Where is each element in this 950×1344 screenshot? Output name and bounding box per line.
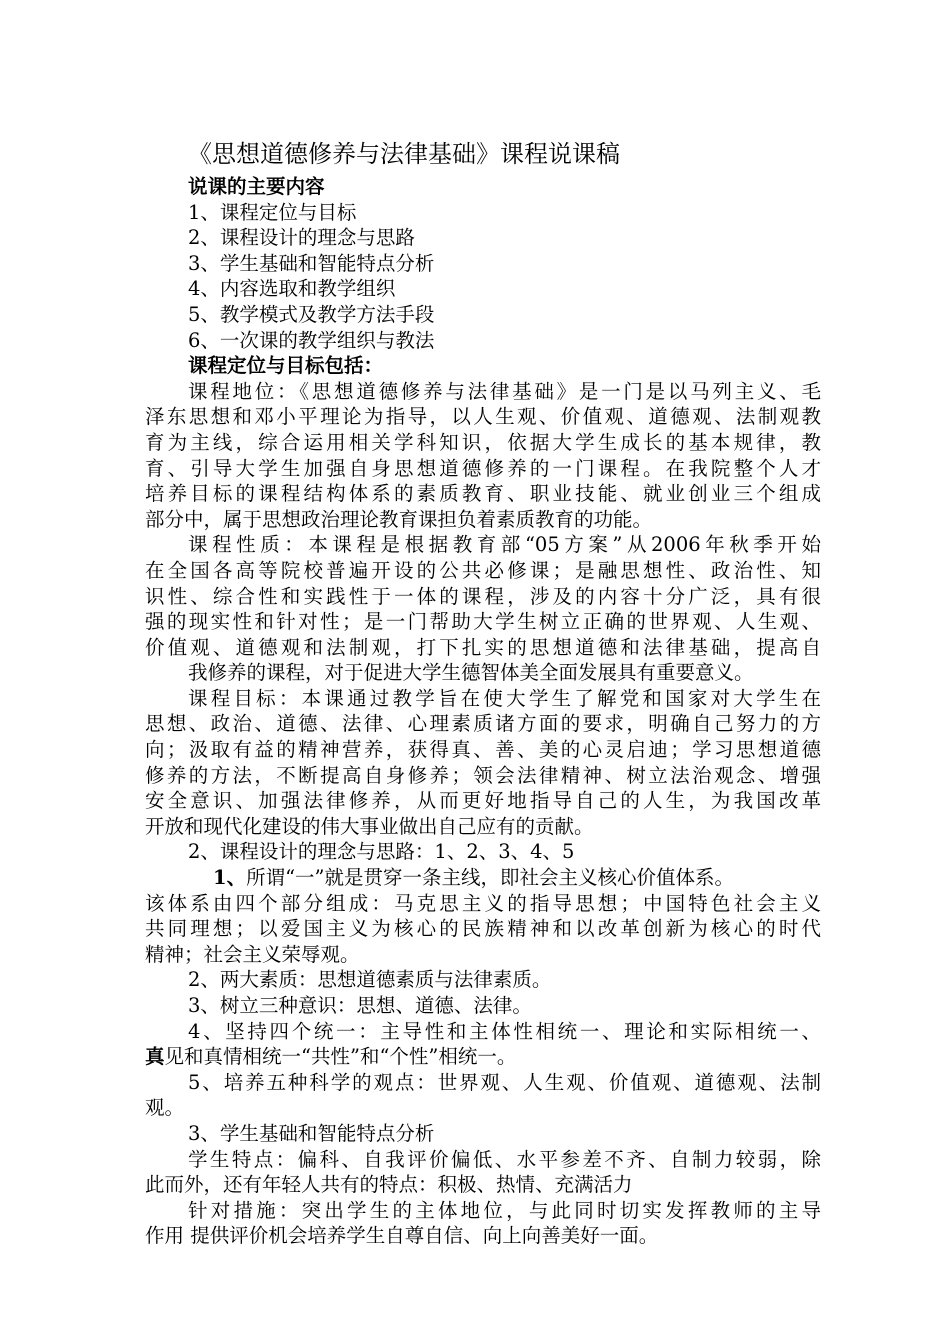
paragraph-line: [145, 942, 821, 968]
paragraph-line: [145, 532, 821, 558]
line-text: 所谓“一”就是贯穿一条主线，即社会主义核心价值体系。: [246, 866, 735, 890]
line-text: 3、树立三种意识：思想、道德、法律。: [188, 994, 532, 1017]
line-text: 泽东思想和邓小平理论为指导，以人生观、价值观、道德观、法制观教: [145, 405, 821, 429]
paragraph-line: [145, 200, 821, 226]
paragraph-line: [145, 1044, 821, 1070]
line-text: 育为主线，综合运用相关学科知识，依据大学生成长的基本规律，教: [145, 430, 821, 454]
paragraph-line: [145, 251, 821, 277]
paragraph-line: [145, 865, 821, 891]
line-text: 课程性质：本课程是根据教育部“05方案”从2006年秋季开始: [188, 533, 821, 557]
paragraph-line: [145, 916, 821, 942]
line-text: 强的现实性和针对性；是一门帮助大学生树立正确的世界观、人生观、: [145, 610, 821, 634]
line-text: 4、内容选取和教学组织: [188, 277, 396, 301]
line-text: 修养的方法，不断提高自身修养；领会法律精神、树立法治观念、增强: [145, 763, 821, 787]
paragraph-line: [145, 174, 821, 200]
paragraph-line: [145, 1121, 821, 1147]
line-text: 见和真情相统一“共性”和“个性”相统一。: [164, 1045, 517, 1069]
paragraph-line: [145, 1019, 821, 1045]
line-text: 培养目标的课程结构体系的素质教育、职业技能、就业创业三个组成: [145, 482, 821, 506]
paragraph-line: [145, 1198, 821, 1224]
line-text: 开放和现代化建设的伟大事业做出自己应有的贡献。: [145, 814, 594, 838]
paragraph-line: [145, 328, 821, 354]
paragraph-line: [145, 276, 821, 302]
paragraph-line: [145, 456, 821, 482]
line-text: 识性、综合性和实践性于一体的课程，涉及的内容十分广泛，具有很: [145, 584, 821, 608]
paragraph-line: [145, 737, 821, 763]
line-text: 说课的主要内容: [188, 175, 325, 198]
line-text: 我修养的课程，对于促进大学生德智体美全面发展具有重要意义。: [188, 661, 754, 685]
paragraph-line: [145, 507, 821, 533]
line-text: 精神；社会主义荣辱观。: [145, 942, 360, 966]
line-text: 该体系由四个部分组成：马克思主义的指导思想；中国特色社会主义: [145, 891, 821, 915]
line-text: 在全国各高等院校普遍开设的公共必修课；是融思想性、政治性、知: [145, 558, 821, 582]
line-text: 6、一次课的教学组织与教法: [188, 328, 435, 352]
paragraph-line: [145, 379, 821, 405]
line-text: 3、学生基础和智能特点分析: [188, 251, 435, 275]
line-text: 2、课程设计的理念与思路：1、2、3、4、5: [188, 840, 575, 864]
line-text: 1、课程定位与目标: [188, 200, 357, 224]
line-text: 课程目标：本课通过教学旨在使大学生了解党和国家对大学生在: [188, 686, 821, 710]
line-text: 4、坚持四个统一：主导性和主体性相统一、理论和实际相统一、: [188, 1019, 821, 1043]
line-text: 安全意识、加强法律修养，从而更好地指导自己的人生，为我国改革: [145, 789, 821, 813]
paragraph-line: [145, 430, 821, 456]
paragraph-line: [145, 558, 821, 584]
paragraph-line: [145, 302, 821, 328]
bold-lead-text: 真: [145, 1045, 165, 1069]
paragraph-line: [145, 711, 821, 737]
line-text: 向；汲取有益的精神营养，获得真、善、美的心灵启迪；学习思想道德: [145, 738, 821, 762]
line-text: 共同理想；以爱国主义为核心的民族精神和以改革创新为核心的时代: [145, 917, 821, 941]
paragraph-line: [145, 1147, 821, 1173]
line-text: 2、两大素质：思想道德素质与法律素质。: [188, 968, 552, 992]
line-text: 观。: [145, 1096, 185, 1120]
line-text: 5、培养五种科学的观点：世界观、人生观、价值观、道德观、法制: [188, 1070, 821, 1094]
bold-lead-text: 1、: [213, 866, 247, 890]
paragraph-line: [145, 763, 821, 789]
line-text: 育、引导大学生加强自身思想道德修养的一门课程。在我院整个人才: [145, 456, 821, 480]
line-text: 作用 提供评价机会培养学生自尊自信、向上向善美好一面。: [145, 1224, 659, 1248]
line-text: 价值观、道德观和法制观，打下扎实的思想道德和法律基础，提高自: [145, 635, 821, 659]
line-text: 课程地位：《思想道德修养与法律基础》是一门是以马列主义、毛: [188, 379, 821, 403]
paragraph-line: [145, 1095, 821, 1121]
line-text: 课程定位与目标包括：: [188, 354, 384, 378]
paragraph-line: [145, 1223, 821, 1249]
line-text: 3、学生基础和智能特点分析: [188, 1121, 435, 1145]
paragraph-line: [145, 225, 821, 251]
document-body: [145, 174, 821, 1249]
paragraph-line: [145, 404, 821, 430]
paragraph-line: [145, 635, 821, 661]
paragraph-line: [145, 609, 821, 635]
paragraph-line: [145, 353, 821, 379]
paragraph-line: [145, 1070, 821, 1096]
paragraph-line: [145, 686, 821, 712]
line-text: 部分中，属于思想政治理论教育课担负着素质教育的功能。: [145, 507, 653, 531]
paragraph-line: [145, 839, 821, 865]
line-text: 学生特点：偏科、自我评价偏低、水平参差不齐、自制力较弱，除: [188, 1147, 821, 1171]
line-text: 思想、政治、道德、法律、心理素质诸方面的要求，明确自己努力的方: [145, 712, 821, 736]
line-text: 5、教学模式及教学方法手段: [188, 302, 435, 326]
paragraph-line: [145, 584, 821, 610]
paragraph-line: [145, 814, 821, 840]
line-text: 2、课程设计的理念与思路: [188, 226, 415, 250]
paragraph-line: [145, 993, 821, 1019]
paragraph-line: [145, 1172, 821, 1198]
paragraph-line: [145, 481, 821, 507]
page-title: 《思想道德修养与法律基础》课程说课稿: [188, 140, 620, 168]
paragraph-line: [145, 967, 821, 993]
paragraph-line: [145, 660, 821, 686]
line-text: 针对措施：突出学生的主体地位，与此同时切实发挥教师的主导: [188, 1198, 821, 1222]
paragraph-line: [145, 788, 821, 814]
paragraph-line: [145, 891, 821, 917]
line-text: 此而外，还有年轻人共有的特点：积极、热情、充满活力: [145, 1173, 633, 1197]
